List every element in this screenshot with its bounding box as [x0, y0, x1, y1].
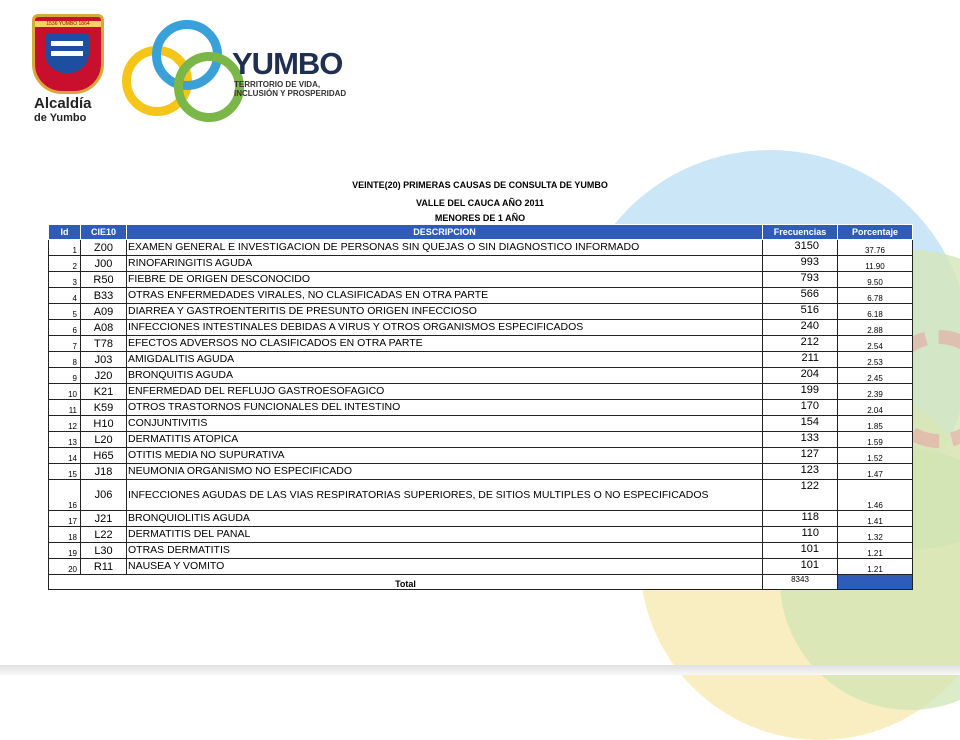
- cell-percentage: 1.46: [838, 480, 913, 511]
- cell-cie10: T78: [81, 336, 127, 352]
- yumbo-rings-logo: [122, 18, 238, 122]
- cell-id: 19: [49, 543, 81, 559]
- cell-id: 14: [49, 448, 81, 464]
- alcaldia-word: Alcaldía: [34, 95, 92, 112]
- total-row: [49, 575, 913, 590]
- cell-frequency: 3150: [763, 240, 838, 256]
- header-cie10: CIE10: [81, 225, 127, 240]
- cell-description: DIARREA Y GASTROENTERITIS DE PRESUNTO ORIGEN INFECCIOSO: [127, 304, 763, 320]
- crest-band-text: 1536 YUMBO 1864: [35, 21, 101, 27]
- cell-percentage: 1.59: [838, 432, 913, 448]
- table-header-row: [49, 225, 913, 240]
- table-body: [49, 240, 913, 575]
- cell-frequency: 212: [763, 336, 838, 352]
- cell-frequency: 993: [763, 256, 838, 272]
- cell-description: DERMATITIS DEL PANAL: [127, 527, 763, 543]
- cell-frequency: 566: [763, 288, 838, 304]
- yumbo-brand-name: YUMBO: [232, 46, 343, 81]
- cell-id: 2: [49, 256, 81, 272]
- cell-id: 10: [49, 384, 81, 400]
- cell-cie10: R50: [81, 272, 127, 288]
- cell-id: 17: [49, 511, 81, 527]
- cell-percentage: 1.85: [838, 416, 913, 432]
- table-row: [49, 288, 913, 304]
- cell-cie10: J21: [81, 511, 127, 527]
- header-porcentaje: Porcentaje: [838, 225, 913, 240]
- cell-cie10: L22: [81, 527, 127, 543]
- report-title: VEINTE(20) PRIMERAS CAUSAS DE CONSULTA DE YUMBO: [352, 180, 608, 190]
- cell-description: FIEBRE DE ORIGEN DESCONOCIDO: [127, 272, 763, 288]
- yumbo-tagline: [234, 80, 346, 98]
- cell-percentage: 2.45: [838, 368, 913, 384]
- crest-stripe: [51, 51, 83, 56]
- table-row: [49, 336, 913, 352]
- crest-shield: [45, 33, 89, 73]
- cell-cie10: A09: [81, 304, 127, 320]
- table-row: [49, 543, 913, 559]
- cell-description: CONJUNTIVITIS: [127, 416, 763, 432]
- cell-percentage: 2.04: [838, 400, 913, 416]
- cell-frequency: 110: [763, 527, 838, 543]
- cell-description: INFECCIONES AGUDAS DE LAS VIAS RESPIRATORIAS SUPERIORES, DE SITIOS MULTIPLES O NO ESPECIFICADOS: [127, 480, 763, 511]
- cell-description: RINOFARINGITIS AGUDA: [127, 256, 763, 272]
- alcaldia-logo-text: [34, 96, 92, 126]
- cell-id: 4: [49, 288, 81, 304]
- table-row: [49, 240, 913, 256]
- total-value: 8343: [763, 575, 838, 590]
- cell-description: OTRAS DERMATITIS: [127, 543, 763, 559]
- cell-id: 3: [49, 272, 81, 288]
- table-row: [49, 304, 913, 320]
- cell-description: OTITIS MEDIA NO SUPURATIVA: [127, 448, 763, 464]
- table-row: [49, 256, 913, 272]
- header-id: Id: [49, 225, 81, 240]
- alcaldia-crest-logo: [32, 14, 104, 94]
- de-yumbo-word: de Yumbo: [34, 112, 87, 124]
- footer-shadow-line: [0, 665, 960, 675]
- causes-table: [48, 224, 913, 590]
- cell-percentage: 6.78: [838, 288, 913, 304]
- table-row: [49, 400, 913, 416]
- cell-frequency: 118: [763, 511, 838, 527]
- table-row: [49, 272, 913, 288]
- header-frecuencias: Frecuencias: [763, 225, 838, 240]
- cell-frequency: 133: [763, 432, 838, 448]
- table-row: [49, 384, 913, 400]
- cell-percentage: 11.90: [838, 256, 913, 272]
- cell-percentage: 1.32: [838, 527, 913, 543]
- cell-description: DERMATITIS ATOPICA: [127, 432, 763, 448]
- cell-cie10: J06: [81, 480, 127, 511]
- cell-cie10: H65: [81, 448, 127, 464]
- cell-frequency: 123: [763, 464, 838, 480]
- cell-cie10: A08: [81, 320, 127, 336]
- cell-frequency: 170: [763, 400, 838, 416]
- cell-cie10: L20: [81, 432, 127, 448]
- cell-id: 12: [49, 416, 81, 432]
- cell-frequency: 154: [763, 416, 838, 432]
- cell-percentage: 2.54: [838, 336, 913, 352]
- report-subtitle-location-year: VALLE DEL CAUCA AÑO 2011: [415, 198, 545, 208]
- cell-description: NEUMONIA ORGANISMO NO ESPECIFICADO: [127, 464, 763, 480]
- cell-frequency: 122: [763, 480, 838, 511]
- cell-percentage: 9.50: [838, 272, 913, 288]
- cell-cie10: J00: [81, 256, 127, 272]
- cell-id: 9: [49, 368, 81, 384]
- cell-percentage: 2.39: [838, 384, 913, 400]
- cell-id: 6: [49, 320, 81, 336]
- cell-frequency: 516: [763, 304, 838, 320]
- cell-cie10: H10: [81, 416, 127, 432]
- cell-id: 1: [49, 240, 81, 256]
- cell-percentage: 1.21: [838, 543, 913, 559]
- cell-description: EFECTOS ADVERSOS NO CLASIFICADOS EN OTRA PARTE: [127, 336, 763, 352]
- cell-id: 5: [49, 304, 81, 320]
- cell-frequency: 204: [763, 368, 838, 384]
- cell-description: INFECCIONES INTESTINALES DEBIDAS A VIRUS Y OTROS ORGANISMOS ESPECIFICADOS: [127, 320, 763, 336]
- cell-frequency: 211: [763, 352, 838, 368]
- cell-id: 16: [49, 480, 81, 511]
- table-row: [49, 527, 913, 543]
- cell-percentage: 37.76: [838, 240, 913, 256]
- report-subtitle-age-group: MENORES DE 1 AÑO: [434, 213, 526, 223]
- table-row: [49, 464, 913, 480]
- cell-description: NAUSEA Y VOMITO: [127, 559, 763, 575]
- table-row: [49, 559, 913, 575]
- cell-frequency: 240: [763, 320, 838, 336]
- cell-frequency: 199: [763, 384, 838, 400]
- cell-description: OTROS TRASTORNOS FUNCIONALES DEL INTESTINO: [127, 400, 763, 416]
- total-label: Total: [49, 575, 763, 590]
- table-row: [49, 352, 913, 368]
- cell-id: 13: [49, 432, 81, 448]
- total-empty-cell: [838, 575, 913, 590]
- cell-frequency: 101: [763, 543, 838, 559]
- tagline-line-1: TERRITORIO DE VIDA,: [234, 80, 321, 89]
- cell-cie10: L30: [81, 543, 127, 559]
- cell-cie10: Z00: [81, 240, 127, 256]
- cell-frequency: 127: [763, 448, 838, 464]
- cell-id: 18: [49, 527, 81, 543]
- cell-id: 11: [49, 400, 81, 416]
- tagline-line-2: INCLUSIÓN Y PROSPERIDAD: [234, 89, 347, 98]
- cell-percentage: 2.53: [838, 352, 913, 368]
- cell-description: ENFERMEDAD DEL REFLUJO GASTROESOFAGICO: [127, 384, 763, 400]
- cell-frequency: 793: [763, 272, 838, 288]
- cell-cie10: K21: [81, 384, 127, 400]
- table-row: [49, 432, 913, 448]
- table-row: [49, 511, 913, 527]
- cell-description: EXAMEN GENERAL E INVESTIGACION DE PERSONAS SIN QUEJAS O SIN DIAGNOSTICO INFORMADO: [127, 240, 763, 256]
- table-row: [49, 320, 913, 336]
- cell-frequency: 101: [763, 559, 838, 575]
- cell-percentage: 1.52: [838, 448, 913, 464]
- cell-description: OTRAS ENFERMEDADES VIRALES, NO CLASIFICADAS EN OTRA PARTE: [127, 288, 763, 304]
- cell-id: 15: [49, 464, 81, 480]
- crest-stripe: [51, 41, 83, 46]
- cell-description: BRONQUIOLITIS AGUDA: [127, 511, 763, 527]
- table-row: [49, 416, 913, 432]
- cell-description: AMIGDALITIS AGUDA: [127, 352, 763, 368]
- cell-id: 20: [49, 559, 81, 575]
- cell-percentage: 6.18: [838, 304, 913, 320]
- cell-cie10: K59: [81, 400, 127, 416]
- cell-description: BRONQUITIS AGUDA: [127, 368, 763, 384]
- cell-cie10: B33: [81, 288, 127, 304]
- table-row: [49, 480, 913, 511]
- cell-cie10: J20: [81, 368, 127, 384]
- table-row: [49, 368, 913, 384]
- table-row: [49, 448, 913, 464]
- cell-percentage: 1.21: [838, 559, 913, 575]
- cell-id: 8: [49, 352, 81, 368]
- cell-percentage: 1.47: [838, 464, 913, 480]
- cell-cie10: R11: [81, 559, 127, 575]
- cell-id: 7: [49, 336, 81, 352]
- header-descripcion: DESCRIPCION: [127, 225, 763, 240]
- cell-cie10: J18: [81, 464, 127, 480]
- cell-percentage: 2.88: [838, 320, 913, 336]
- cell-cie10: J03: [81, 352, 127, 368]
- cell-percentage: 1.41: [838, 511, 913, 527]
